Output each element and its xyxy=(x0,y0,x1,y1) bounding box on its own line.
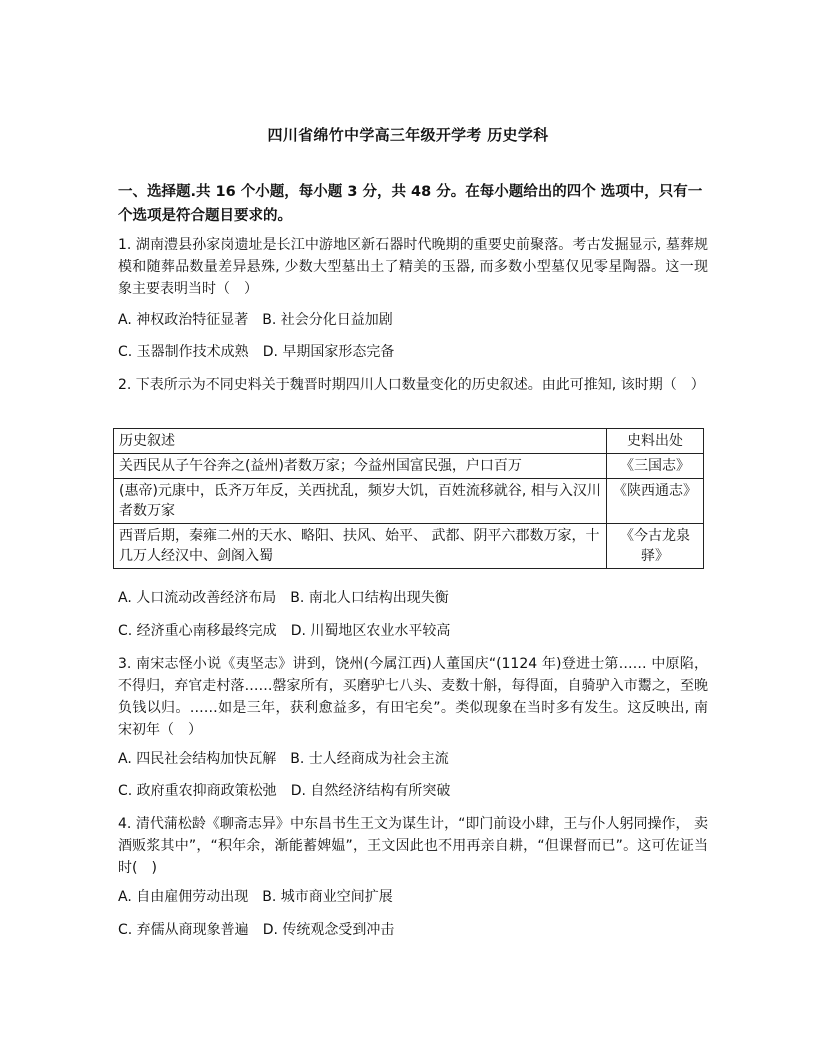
option-c: C. 经济重心南移最终完成 xyxy=(118,623,277,639)
section-header: 一、选择题.共 16 个小题，每小题 3 分，共 48 分。在每小题给出的四个 选项中，只有一个选项是符合题目要求的。 xyxy=(118,184,703,224)
table-row xyxy=(114,454,704,479)
table-cell-source: 《陕西通志》 xyxy=(607,479,704,524)
option-d: D. 早期国家形态完备 xyxy=(262,344,395,360)
option-d: D. 传统观念受到冲击 xyxy=(262,922,395,938)
question-4-options-row-1 xyxy=(118,886,708,908)
table-cell-narrative: (惠帝)元康中，氐齐万年反，关西扰乱，频岁大饥，百姓流移就谷, 相与入汉川者数万家 xyxy=(114,479,607,524)
table-header-row xyxy=(114,429,704,454)
option-a: A. 自由雇佣劳动出现 xyxy=(118,889,249,905)
table-cell-source: 《三国志》 xyxy=(607,454,704,479)
option-a: A. 神权政治特征显著 xyxy=(118,312,249,328)
table-row xyxy=(114,524,704,569)
question-3-options-row-2 xyxy=(118,780,708,802)
page-title: 四川省绵竹中学高三年级开学考 历史学科 xyxy=(267,126,549,144)
question-4-stem: 4. 清代蒲松龄《聊斋志异》中东昌书生王文为谋生计，“即门前设小肆，王与仆人躬同操作， 卖酒贩浆其中”，“积年余，渐能蓄婢媪”，王文因此也不用再亲自耕，“但课督而已”。这可佐证当时( ) xyxy=(118,816,708,876)
option-c: C. 玉器制作技术成熟 xyxy=(118,344,249,360)
table-header-narrative: 历史叙述 xyxy=(114,429,607,454)
question-1-options-row-2 xyxy=(118,341,708,363)
question-3-options-row-1 xyxy=(118,748,708,770)
option-d: D. 自然经济结构有所突破 xyxy=(290,783,451,799)
source-table xyxy=(113,428,704,569)
option-d: D. 川蜀地区农业水平较高 xyxy=(290,623,451,639)
table-cell-narrative: 关西民从子午谷奔之(益州)者数万家；今益州国富民强，户口百万 xyxy=(114,454,607,479)
question-2-options-row-1 xyxy=(118,587,708,609)
option-a: A. 四民社会结构加快瓦解 xyxy=(118,751,277,767)
table-row xyxy=(114,479,704,524)
option-b: B. 南北人口结构出现失衡 xyxy=(290,590,449,606)
option-c: C. 政府重农抑商政策松弛 xyxy=(118,783,277,799)
option-b: B. 城市商业空间扩展 xyxy=(262,889,393,905)
question-4-options-row-2 xyxy=(118,919,708,941)
question-1-options-row-1 xyxy=(118,309,708,331)
option-c: C. 弃儒从商现象普遍 xyxy=(118,922,249,938)
table-header-source: 史料出处 xyxy=(607,429,704,454)
option-b: B. 士人经商成为社会主流 xyxy=(290,751,449,767)
question-2-options-row-2 xyxy=(118,620,708,642)
question-3-stem: 3. 南宋志怪小说《夷坚志》讲到，饶州(今属江西)人董国庆“(1124 年)登进士第…… 中原陷，不得归，弃官走村落……罄家所有，买磨驴七八头、麦数十斛，每得面，自骑驴入市鬻之，至晚负钱以归。……如是三年，获利愈益多，有田宅矣”。类似现象在当时多有发生。这反映出, 南宋初年（ ） xyxy=(118,656,708,738)
question-1-stem: 1. 湖南澧县孙家岗遗址是长江中游地区新石器时代晚期的重要史前聚落。考古发掘显示, 墓葬规模和随葬品数量差异悬殊, 少数大型墓出土了精美的玉器, 而多数小型墓仅见零星陶器。这一现象主要表明当时（ ） xyxy=(118,237,708,297)
table-cell-source: 《今古龙泉驿》 xyxy=(607,524,704,569)
table-cell-narrative: 西晋后期，秦雍二州的天水、略阳、扶风、始平、 武都、阴平六郡数万家，十几万人经汉中、剑阁入蜀 xyxy=(114,524,607,569)
option-a: A. 人口流动改善经济布局 xyxy=(118,590,277,606)
option-b: B. 社会分化日益加剧 xyxy=(262,312,393,328)
question-2-stem: 2. 下表所示为不同史料关于魏晋时期四川人口数量变化的历史叙述。由此可推知, 该时期（ ） xyxy=(118,377,705,393)
